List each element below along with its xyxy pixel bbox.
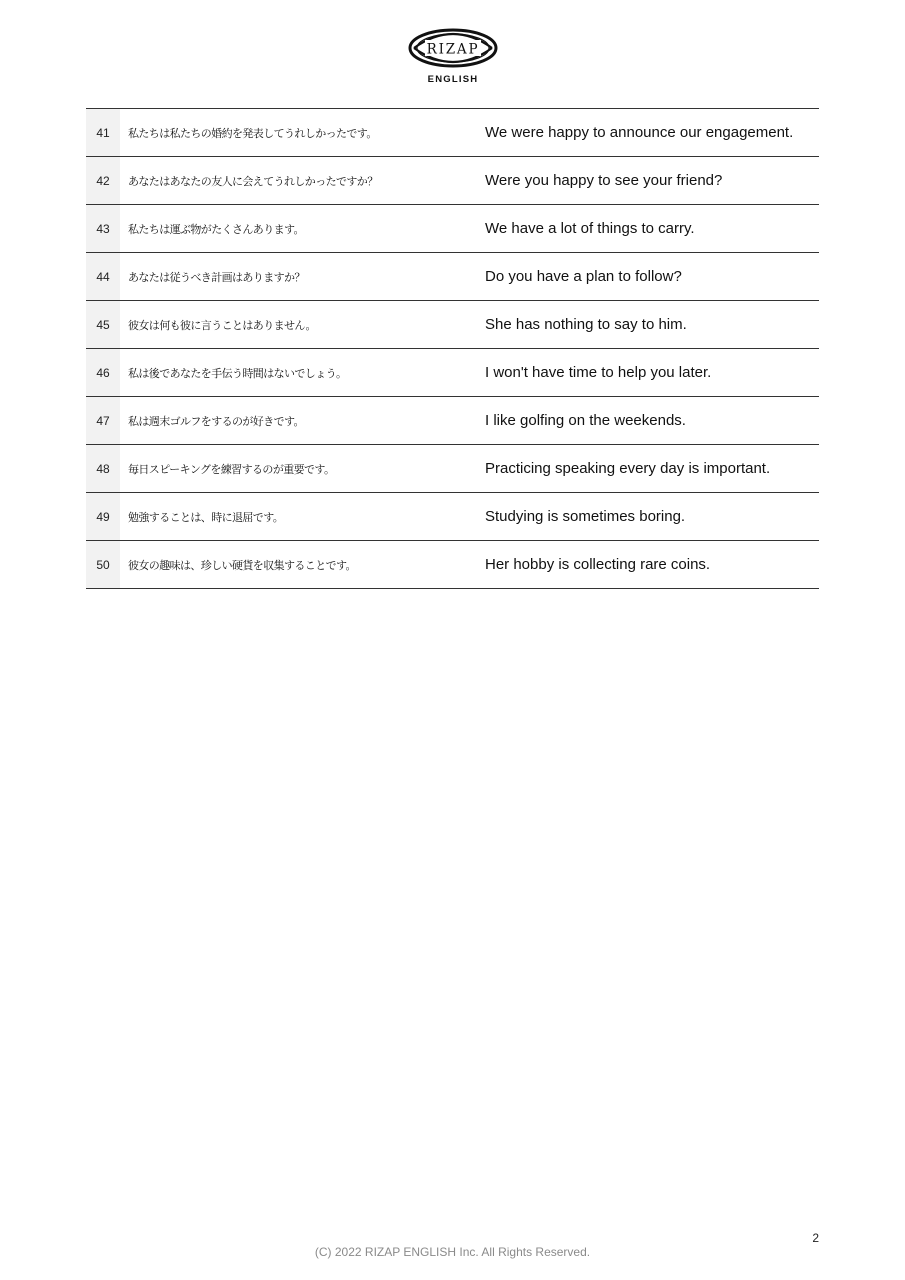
japanese-sentence: あなたは従うべき計画はありますか？: [128, 270, 305, 284]
english-sentence: Do you have a plan to follow?: [485, 268, 682, 285]
row-number: 47: [86, 397, 120, 444]
table-row: [86, 157, 819, 205]
row-number: 48: [86, 445, 120, 492]
english-sentence: Practicing speaking every day is important.: [485, 460, 771, 477]
row-number: 42: [86, 157, 120, 204]
english-sentence: Studying is sometimes boring.: [485, 508, 686, 525]
page-number: 2: [812, 1231, 819, 1245]
row-number: 49: [86, 493, 120, 540]
sentence-table: [86, 108, 819, 589]
table-row: [86, 109, 819, 157]
english-sentence: Were you happy to see your friend?: [485, 172, 723, 189]
table-row: [86, 493, 819, 541]
rizap-logo-emblem: [408, 26, 498, 70]
row-number: 44: [86, 253, 120, 300]
english-sentence: We have a lot of things to carry.: [485, 220, 695, 237]
table-row: [86, 205, 819, 253]
row-number: 43: [86, 205, 120, 252]
english-sentence: I won't have time to help you later.: [485, 364, 712, 381]
japanese-sentence: 彼女は何も彼に言うことはありません。: [128, 318, 316, 332]
row-number: 50: [86, 541, 120, 588]
japanese-sentence: 毎日スピーキングを練習するのが重要です。: [128, 462, 335, 476]
copyright-footer: (C) 2022 RIZAP ENGLISH Inc. All Rights Reserved.: [314, 1245, 591, 1259]
japanese-sentence: 私は週末ゴルフをするのが好きです。: [128, 414, 304, 428]
table-row: [86, 349, 819, 397]
japanese-sentence: あなたはあなたの友人に会えてうれしかったですか？: [128, 174, 378, 188]
english-sentence: She has nothing to say to him.: [485, 316, 687, 333]
table-row: [86, 301, 819, 349]
table-row: [86, 445, 819, 493]
row-number: 46: [86, 349, 120, 396]
english-sentence: We were happy to announce our engagement.: [485, 124, 794, 141]
logo-subtext: ENGLISH: [427, 74, 479, 85]
english-sentence: I like golfing on the weekends.: [485, 412, 686, 429]
japanese-sentence: 彼女の趣味は、珍しい硬貨を収集することです。: [128, 558, 356, 572]
row-number: 41: [86, 109, 120, 156]
japanese-sentence: 私たちは運ぶ物がたくさんあります。: [128, 222, 304, 236]
row-number: 45: [86, 301, 120, 348]
english-sentence: Her hobby is collecting rare coins.: [485, 556, 711, 573]
japanese-sentence: 私たちは私たちの婚約を発表してうれしかったです。: [128, 126, 377, 140]
japanese-sentence: 私は後であなたを手伝う時間はないでしょう。: [128, 366, 347, 380]
rizap-english-logo: [408, 26, 498, 88]
table-row: [86, 253, 819, 301]
japanese-sentence: 勉強することは、時に退屈です。: [128, 510, 284, 524]
logo-wordmark: RIZAP: [426, 41, 480, 58]
table-row: [86, 541, 819, 589]
table-row: [86, 397, 819, 445]
